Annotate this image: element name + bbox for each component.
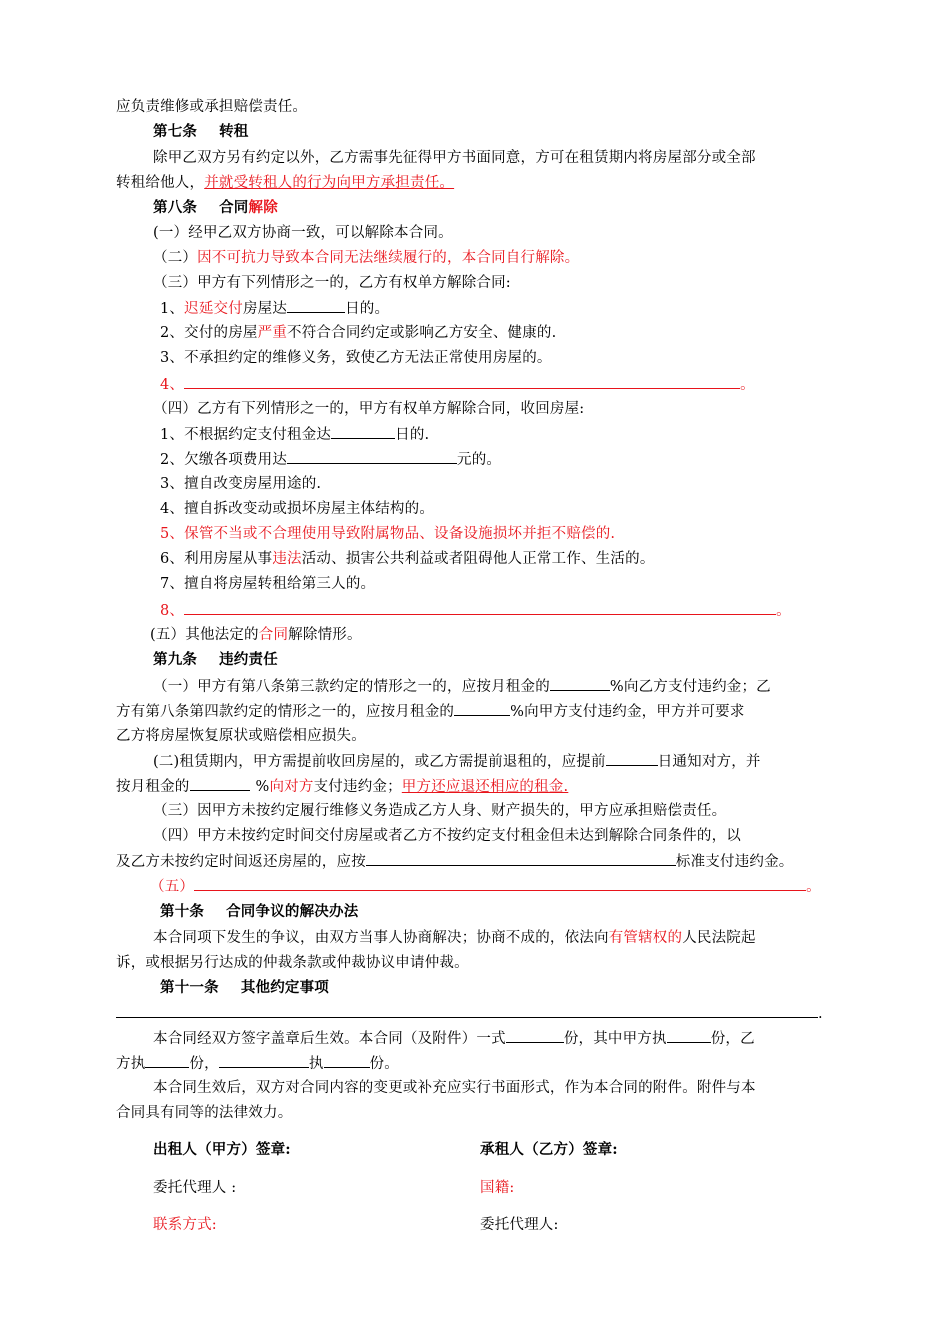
clause-item: 1、不根据约定支付租金达 日的. [160, 424, 429, 445]
paragraph-line: 应负责维修或承担赔偿责任。 [116, 99, 308, 115]
article-8-heading: 第八条 合同解除 [153, 199, 278, 216]
paragraph-line: 本合同生效后，双方对合同内容的变更或补充应实行书面形式，作为本合同的附件。附件与本 [153, 1080, 756, 1096]
blank-field [331, 424, 395, 439]
clause-line: （一）甲方有第八条第三款约定的情形之一的，应按月租金的 %向乙方支付违约金；乙 [153, 676, 771, 697]
blank-field [116, 1003, 818, 1018]
clause-item: 4、 。 [160, 374, 755, 395]
blank-field [287, 449, 457, 464]
clause-item: 1、迟延交付房屋达 日的。 [160, 298, 389, 319]
clause-item: 4、擅自拆改变动或损坏房屋主体结构的。 [160, 501, 435, 517]
article-10-heading: 第十条 合同争议的解决办法 [160, 903, 359, 920]
clause-line: （二）因不可抗力导致本合同无法继续履行的，本合同自行解除。 [153, 250, 580, 266]
clause-line: （三）因甲方未按约定履行维修义务造成乙方人身、财产损失的，甲方应承担赔偿责任。 [153, 803, 727, 819]
blank-field [366, 851, 676, 866]
clause-line: （五） 。 [150, 876, 821, 897]
article-11-heading: 第十一条 其他约定事项 [160, 979, 330, 996]
paragraph-line: 本合同经双方签字盖章后生效。本合同（及附件）一式 份，其中甲方执 份，乙 [153, 1028, 755, 1049]
paragraph-line: 诉，或根据另行达成的仲裁条款或仲裁协议申请仲裁。 [116, 955, 469, 971]
clause-line: 按月租金的 %向对方支付违约金；甲方还应退还相应的租金. [116, 776, 568, 797]
blank-field [184, 374, 740, 389]
lessee-agent-label: 委托代理人: [480, 1217, 559, 1233]
clause-line: （四）甲方未按约定时间交付房屋或者乙方不按约定支付租金但未达到解除合同条件的，以 [153, 828, 741, 844]
clause-line: (五）其他法定的合同解除情形。 [150, 627, 362, 643]
clause-line: 及乙方未按约定时间返还房屋的，应按 标准支付违约金。 [116, 851, 794, 872]
clause-line: (一）经甲乙双方协商一致，可以解除本合同。 [153, 225, 453, 241]
blank-field [324, 1053, 370, 1068]
paragraph-line: 本合同项下发生的争议，由双方当事人协商解决；协商不成的，依法向有管辖权的人民法院起 [153, 930, 756, 946]
clause-item: 3、不承担约定的维修义务，致使乙方无法正常使用房屋的。 [160, 350, 552, 366]
lessor-contact-label: 联系方式: [153, 1217, 217, 1233]
lessee-signature-label: 承租人（乙方）签章: [480, 1141, 618, 1158]
paragraph-line: 除甲乙双方另有约定以外，乙方需事先征得甲方书面同意，方可在租赁期内将房屋部分或全部 [153, 150, 756, 166]
paragraph-line: 转租给他人，并就受转租人的行为向甲方承担责任。 [116, 175, 455, 191]
blank-field [550, 676, 610, 691]
blank-field [190, 776, 250, 791]
blank-field [184, 600, 776, 615]
clause-item: 2、交付的房屋严重不符合合同约定或影响乙方安全、健康的. [160, 325, 557, 341]
paragraph-line: 方执 份， 执 份。 [116, 1053, 399, 1074]
blank-field [219, 1053, 309, 1068]
clause-line: (二)租赁期内，甲方需提前收回房屋的，或乙方需提前退租的，应提前 日通知对方，并 [153, 751, 761, 772]
blank-field [145, 1053, 189, 1068]
blank-field [194, 876, 806, 891]
clause-item: 5、保管不当或不合理使用导致附属物品、设备设施损坏并拒不赔偿的. [160, 526, 616, 542]
clause-line: （四）乙方有下列情形之一的，甲方有权单方解除合同，收回房屋: [153, 401, 585, 417]
clause-line: . [116, 1003, 823, 1024]
clause-line: 方有第八条第四款约定的情形之一的，应按月租金的 %向甲方支付违约金，甲方并可要求 [116, 701, 745, 722]
clause-item: 6、利用房屋从事违法活动、损害公共利益或者阻碍他人正常工作、生活的。 [160, 551, 655, 567]
clause-item: 2、欠缴各项费用达 元的。 [160, 449, 501, 470]
lessor-agent-label: 委托代理人 : [153, 1180, 237, 1196]
clause-line: （三）甲方有下列情形之一的，乙方有权单方解除合同: [153, 275, 511, 291]
clause-item: 7、擅自将房屋转租给第三人的。 [160, 576, 376, 592]
paragraph-line: 合同具有同等的法律效力。 [116, 1105, 293, 1121]
blank-field [606, 751, 658, 766]
blank-field [287, 298, 345, 313]
blank-field [454, 701, 510, 716]
article-7-heading: 第七条 转租 [153, 123, 249, 140]
lessor-signature-label: 出租人（甲方）签章: [153, 1141, 291, 1158]
blank-field [667, 1028, 711, 1043]
clause-line: 乙方将房屋恢复原状或赔偿相应损失。 [116, 728, 366, 744]
article-9-heading: 第九条 违约责任 [153, 651, 278, 668]
blank-field [506, 1028, 564, 1043]
clause-item: 3、擅自改变房屋用途的. [160, 476, 322, 492]
clause-item: 8、 。 [160, 600, 791, 621]
lessee-nationality-label: 国籍: [480, 1180, 515, 1196]
